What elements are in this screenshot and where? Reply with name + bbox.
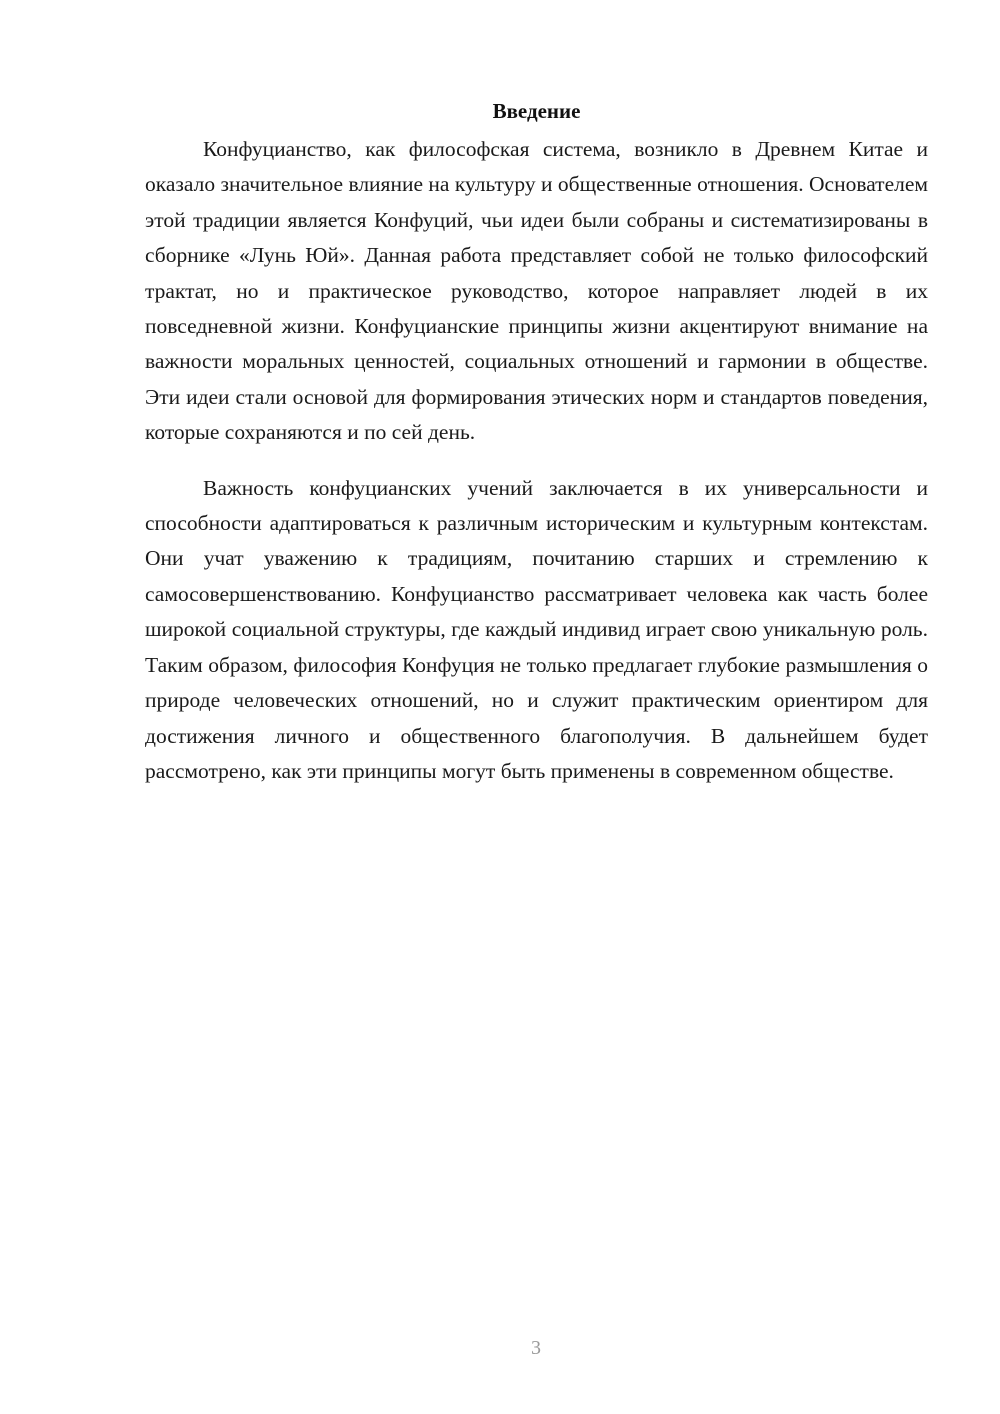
page-number: 3 — [531, 1337, 541, 1359]
paragraph-1: Конфуцианство, как философская система, возникло в Древнем Китае и оказало значительное влияние на культуру и общественные отношения. Основателем этой традиции является Конфуций, чьи идеи были собраны и систематизированы в сборнике «Лунь Юй». Данная работа представляет собой не только философский трактат, но и практическое руководство, которое направляет людей в их повседневной жизни. Конфуцианские принципы жизни акцентируют внимание на важности моральных ценностей, социальных отношений и гармонии в обществе. Эти идеи стали основой для формирования этических норм и стандартов поведения, которые сохраняются и по сей день. — [145, 137, 928, 445]
section-heading: Введение — [492, 99, 581, 123]
page-content — [145, 96, 928, 789]
paragraph-2: Важность конфуцианских учений заключается в их универсальности и способности адаптироваться к различным историческим и культурным контекстам. Они учат уважению к традициям, почитанию старших и стремлению к самосовершенствованию. Конфуцианство рассматривает человека как часть более широкой социальной структуры, где каждый индивид играет свою уникальную роль. Таким образом, философия Конфуция не только предлагает глубокие размышления о природе человеческих отношений, но и служит практическим ориентиром для достижения личного и общественного благополучия. В дальнейшем будет рассмотрено, как эти принципы могут быть применены в современном обществе. — [145, 475, 928, 783]
